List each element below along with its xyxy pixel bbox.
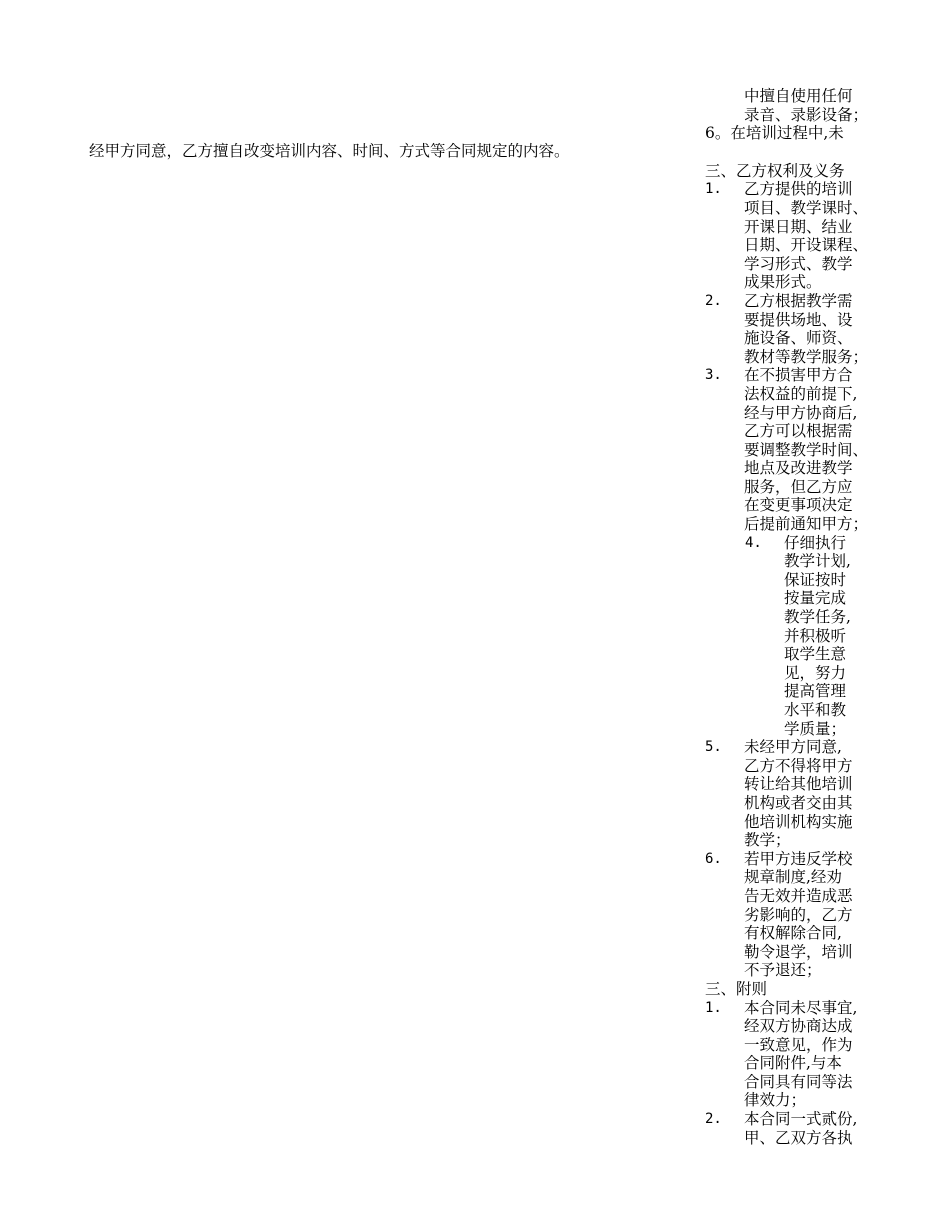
list-line: 学质量； bbox=[784, 719, 847, 738]
list-item bbox=[705, 1110, 950, 1147]
list-item bbox=[705, 738, 950, 850]
list-line: 日期、开设课程、 bbox=[744, 236, 869, 255]
list-line: 经双方协商达成 bbox=[744, 1017, 853, 1036]
continuation-line: 录音、录影设备； bbox=[744, 105, 869, 124]
list-number: 1. bbox=[705, 181, 722, 198]
list-line: 告无效并造成恶 bbox=[744, 886, 853, 905]
list-line: 保证按时 bbox=[784, 570, 847, 589]
list-line: 开课日期、结业 bbox=[744, 217, 853, 236]
list-line: 后提前通知甲方； bbox=[744, 515, 869, 534]
list-line: 要提供场地、设 bbox=[744, 310, 853, 329]
list-line: 学习形式、教学 bbox=[744, 254, 853, 273]
list-line: 有权解除合同, bbox=[744, 924, 842, 943]
list-line: 甲、乙双方各执 bbox=[744, 1128, 853, 1147]
body-paragraph: 经甲方同意，乙方擅自改变培训内容、时间、方式等合同规定的内容。 bbox=[89, 142, 570, 160]
list-line: 若甲方违反学校 bbox=[744, 849, 853, 868]
list-line: 法权益的前提下, bbox=[744, 384, 858, 403]
list-item bbox=[705, 850, 950, 980]
list-line: 提高管理 bbox=[784, 682, 847, 701]
list-number: 5. bbox=[705, 739, 722, 756]
section-heading-party-b: 三、乙方权利及义务 bbox=[705, 161, 845, 180]
list-item-6-partial: 6。在培训过程中,未 bbox=[705, 124, 844, 143]
list-line: 教材等教学服务； bbox=[744, 347, 869, 366]
list-item bbox=[705, 999, 950, 1111]
list-line: 在变更事项决定 bbox=[744, 496, 853, 515]
list-line: 取学生意 bbox=[784, 645, 847, 664]
list-line: 本合同一式贰份, bbox=[744, 1110, 858, 1129]
list-number: 2. bbox=[705, 292, 722, 309]
list-line: 乙方根据教学需 bbox=[744, 291, 853, 310]
list-number: 6. bbox=[705, 850, 722, 867]
list-line: 按量完成 bbox=[784, 589, 847, 608]
list-line: 施设备、师资、 bbox=[744, 329, 853, 348]
list-number: 4. bbox=[745, 534, 762, 551]
list-line: 教学计划, bbox=[784, 552, 851, 571]
list-number: 2. bbox=[705, 1111, 722, 1128]
right-column bbox=[705, 87, 950, 1147]
list-line: 转让给其他培训 bbox=[744, 775, 853, 794]
list-item-nested bbox=[705, 534, 950, 739]
list-line: 勒令退学，培训 bbox=[744, 942, 853, 961]
list-line: 要调整教学时间、 bbox=[744, 440, 869, 459]
list-number: 3. bbox=[705, 367, 722, 384]
list-line: 项目、教学课时、 bbox=[744, 198, 869, 217]
list-line: 未经甲方同意, bbox=[744, 738, 842, 757]
list-line: 在不损害甲方合 bbox=[744, 366, 853, 385]
list-line: 本合同未尽事宜, bbox=[744, 998, 858, 1017]
list-line: 不予退还； bbox=[744, 961, 822, 980]
list-line: 水平和教 bbox=[784, 701, 847, 719]
list-line: 律效力； bbox=[744, 1091, 807, 1110]
list-line: 规章制度,经劝 bbox=[744, 868, 842, 887]
list-line: 乙方提供的培训 bbox=[744, 180, 853, 199]
list-line: 成果形式。 bbox=[744, 273, 822, 292]
list-line: 教学任务, bbox=[784, 608, 851, 627]
list-line: 经与甲方协商后, bbox=[744, 403, 858, 422]
list-item bbox=[705, 292, 950, 366]
list-line: 地点及改进教学 bbox=[744, 459, 853, 478]
list-item bbox=[705, 180, 950, 292]
list-line: 教学； bbox=[744, 831, 791, 850]
list-line: 合同具有同等法 bbox=[744, 1072, 853, 1091]
list-line: 劣影响的，乙方 bbox=[744, 905, 853, 924]
list-number: 1. bbox=[705, 999, 722, 1016]
section-heading-appendix: 三、附则 bbox=[705, 979, 768, 998]
list-line: 一致意见，作为 bbox=[744, 1035, 853, 1054]
list-line: 服务，但乙方应 bbox=[744, 477, 853, 496]
continuation-line: 中擅自使用任何 bbox=[744, 87, 853, 105]
list-line: 见，努力 bbox=[784, 663, 847, 682]
list-line: 乙方可以根据需 bbox=[744, 422, 853, 441]
list-item bbox=[705, 366, 950, 533]
list-line: 乙方不得将甲方 bbox=[744, 756, 853, 775]
list-line: 他培训机构实施 bbox=[744, 812, 853, 831]
list-line: 机构或者交由其 bbox=[744, 793, 853, 812]
list-line: 合同附件,与本 bbox=[744, 1054, 842, 1073]
list-line: 仔细执行 bbox=[784, 533, 847, 552]
list-line: 并积极听 bbox=[784, 626, 847, 645]
